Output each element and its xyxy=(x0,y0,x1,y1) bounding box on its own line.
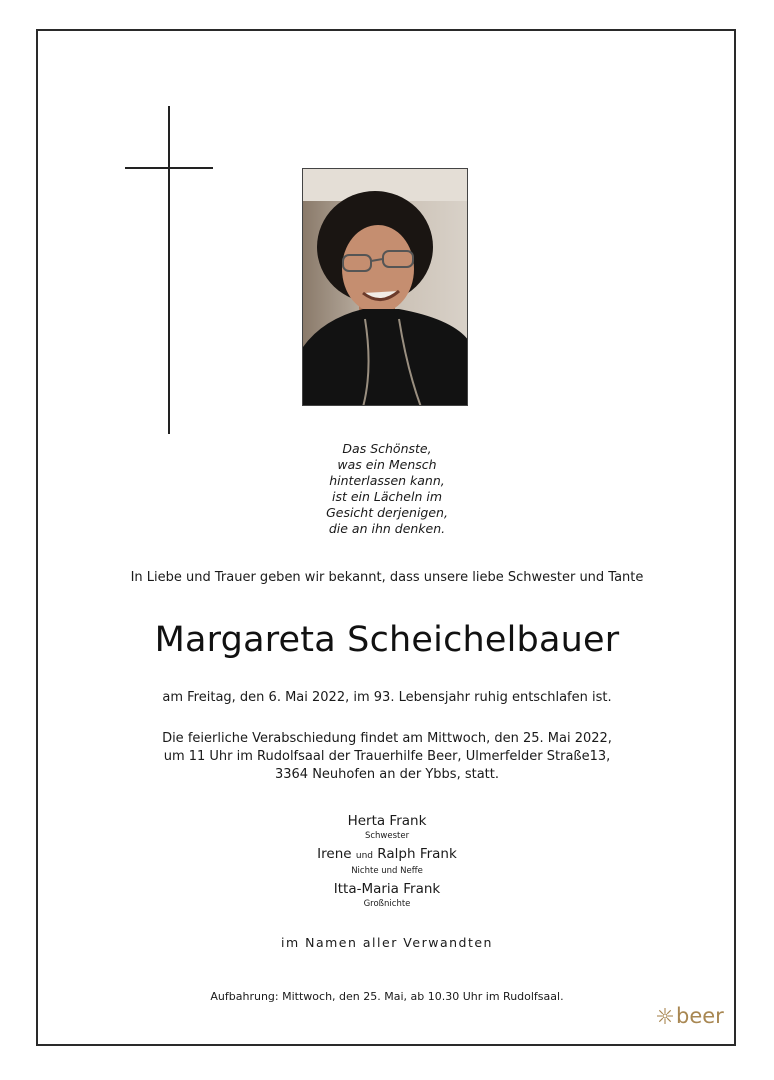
cross-horizontal-bar xyxy=(125,167,213,169)
mourner-relation: Schwester xyxy=(364,831,410,841)
service-details xyxy=(36,730,738,784)
mourner-name-first: Irene xyxy=(317,846,352,862)
poem xyxy=(36,441,738,537)
service-line: 3364 Neuhofen an der Ybbs, statt. xyxy=(274,767,500,782)
viewing-info: Aufbahrung: Mittwoch, den 25. Mai, ab 10.30 Uhr im Rudolfsaal. xyxy=(210,990,564,1003)
mourner-conjunction: und xyxy=(355,851,373,861)
death-notice: am Freitag, den 6. Mai 2022, im 93. Lebensjahr ruhig entschlafen ist. xyxy=(162,690,612,705)
deceased-name: Margareta Scheichelbauer xyxy=(154,620,620,660)
poem-line: die an ihn denken. xyxy=(328,521,446,536)
mourner-name xyxy=(36,846,738,865)
poem-line: hinterlassen kann, xyxy=(329,473,445,488)
portrait-photo xyxy=(302,168,468,406)
mourner-relation: Nichte und Neffe xyxy=(351,866,423,876)
family-line: im Namen aller Verwandten xyxy=(281,935,493,950)
service-line: um 11 Uhr im Rudolfsaal der Trauerhilfe Beer, Ulmerfelder Straße13, xyxy=(163,749,611,764)
poem-line: ist ein Lächeln im xyxy=(331,489,443,504)
mourners-list xyxy=(36,813,738,914)
intro-text: In Liebe und Trauer geben wir bekannt, dass unsere liebe Schwester und Tante xyxy=(130,570,644,585)
cross-vertical-bar xyxy=(168,106,170,434)
service-line: Die feierliche Verabschiedung findet am Mittwoch, den 25. Mai 2022, xyxy=(162,731,612,746)
dandelion-icon xyxy=(656,1007,674,1025)
poem-line: Das Schönste, xyxy=(342,441,432,456)
mourner-entry xyxy=(36,881,738,910)
beer-logo xyxy=(656,1004,724,1028)
mourner-entry xyxy=(36,846,738,877)
mourner-name-second: Ralph Frank xyxy=(377,846,457,862)
poem-line: Gesicht derjenigen, xyxy=(326,505,448,520)
mourner-relation: Großnichte xyxy=(363,899,411,909)
mourner-name: Herta Frank xyxy=(347,813,427,829)
logo-text: beer xyxy=(676,1004,724,1028)
poem-line: was ein Mensch xyxy=(337,457,437,472)
mourner-name: Itta-Maria Frank xyxy=(333,881,441,897)
mourner-entry xyxy=(36,813,738,842)
